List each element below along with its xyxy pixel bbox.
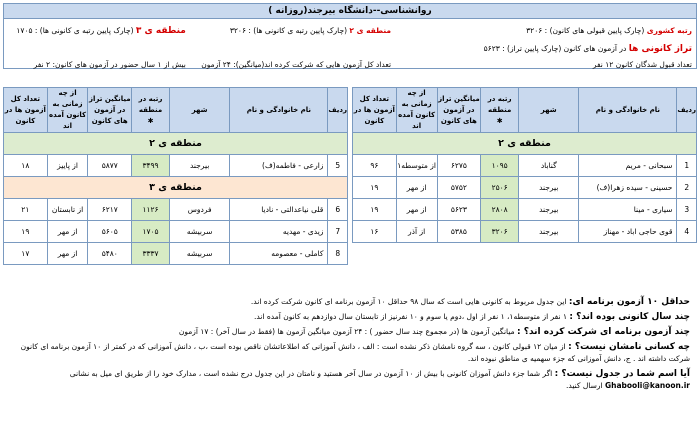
total: ۱۶ — [353, 221, 397, 243]
city: بیرجند — [169, 155, 229, 177]
table-row — [353, 155, 697, 177]
table-row — [4, 243, 348, 265]
table-row — [353, 177, 697, 199]
note-label: حداقل ۱۰ آزمون برنامه ای: — [568, 297, 690, 307]
total: ۱۹ — [353, 199, 397, 221]
header-row-ranks — [4, 25, 696, 37]
note-paragraph — [10, 341, 690, 365]
col-header-taraz: میانگین تراز در آزمون های کانون — [437, 88, 481, 133]
since: از آذر — [396, 221, 437, 243]
rank: ۳۲۰۶ — [481, 221, 519, 243]
note-paragraph — [10, 368, 690, 392]
table-row — [353, 221, 697, 243]
total: ۲۱ — [4, 199, 48, 221]
over-year-count: بیش از ۱ سال حضور در آزمون های کانون: ۲ نفر — [33, 60, 186, 69]
rank: ۳۴۹۹ — [132, 155, 170, 177]
rank: ۲۸۰۸ — [481, 199, 519, 221]
since: از مهر — [396, 199, 437, 221]
region-heading: منطقه ی ۲ — [353, 133, 697, 155]
total: ۱۹ — [4, 221, 48, 243]
table-row — [353, 199, 697, 221]
region3-label: منطقه ی ۳ — [135, 26, 186, 36]
region-heading-row — [4, 133, 348, 155]
city: فردوس — [169, 199, 229, 221]
col-header-rank-label: رتبه در منطقه — [487, 94, 512, 114]
rank: ۱۷۰۵ — [132, 221, 170, 243]
total: ۹۶ — [353, 155, 397, 177]
since: از مهر — [47, 243, 88, 265]
note-text: از میان ۱۲ قبولی کانون ، سه گروه نامشان ذکر نشده است : الف ، دانش آموزانی که اطلاعاتشان ناقص بوده است ،ب ، دانش آموزانی که در کمتر از ۱۰ آزمون برنامه ای کانون شرکت داشته اند . ج، دانش آموزانی که جزء سهمیه ی مناطق نبوده اند. — [20, 342, 690, 363]
student-name: زارعی - فاطمه(ف) — [230, 155, 328, 177]
table-row — [4, 199, 348, 221]
student-name: سیاری - مینا — [579, 199, 677, 221]
taraz: ۵۶۲۳ — [437, 199, 481, 221]
row-num: 3 — [677, 199, 697, 221]
note-text: ۱ نفر از متوسطه۱، ۱ نفر از اول ،دوم یا سوم و ۱۰ نفرنیز از تابستان سال دوازدهم به کانون آمده اند. — [253, 312, 570, 321]
col-header-total: تعداد کل آزمون ها در کانون — [4, 88, 48, 133]
city: بیرجند — [519, 221, 579, 243]
col-header-rank-label: رتبه در منطقه — [138, 94, 163, 114]
note-label: چند سال کانونی بوده اند؟ : — [569, 312, 690, 322]
page-title: روانشناسی--دانشگاه بیرجند(روزانه ) — [4, 4, 696, 19]
taraz: ۶۲۷۵ — [437, 155, 481, 177]
row-num: 2 — [677, 177, 697, 199]
header-row-counts — [4, 59, 696, 71]
row-num: 6 — [328, 199, 348, 221]
taraz: ۵۸۷۷ — [88, 155, 132, 177]
col-header-row-num: ردیف — [328, 88, 348, 133]
taraz — [391, 43, 692, 55]
rank-country — [391, 25, 692, 37]
since: از مهر — [396, 177, 437, 199]
avg-exams: تعداد کل آزمون هایی که شرکت کرده اند(میانگین): ۲۴ آزمون — [201, 60, 392, 69]
region-heading-row — [4, 177, 348, 199]
total: ۱۸ — [4, 155, 48, 177]
since: از پاییز — [47, 155, 88, 177]
city: سربیشه — [169, 221, 229, 243]
taraz: ۵۳۸۵ — [437, 221, 481, 243]
city: سربیشه — [169, 243, 229, 265]
rank: ۲۵۰۶ — [481, 177, 519, 199]
table-header-row — [353, 88, 697, 133]
region-heading-row — [353, 133, 697, 155]
student-name: قلی نیاعدالتی - نادیا — [230, 199, 328, 221]
col-header-total: تعداد کل آزمون ها در کانون — [353, 88, 397, 133]
rank: ۳۳۳۷ — [132, 243, 170, 265]
note-label: آیا اسم شما در جدول نیست؟ : — [554, 369, 690, 379]
rank: ۱۱۲۶ — [132, 199, 170, 221]
region-heading: منطقه ی ۳ — [4, 177, 348, 199]
col-header-city: شهر — [519, 88, 579, 133]
taraz: ۵۶۰۵ — [88, 221, 132, 243]
admitted-count: تعداد قبول شدگان کانون ۱۲ نفر — [592, 60, 692, 69]
table-header-row — [4, 88, 348, 133]
note-text: اگر شما جزء دانش آموزان کانونی با بیش از ۱۰ آزمون در سال آخر هستید و نامتان در این جدول درج نشده است ، مدارک خود را از طریق ای میل به نشانی — [69, 369, 555, 378]
city: گناباد — [519, 155, 579, 177]
region3-value: (چارک پایین رتبه ی کانونی ها) : ۱۷۰۵ — [16, 26, 134, 35]
region2-label: منطقه ی ۲ — [349, 26, 392, 35]
row-num: 8 — [328, 243, 348, 265]
total: ۱۹ — [353, 177, 397, 199]
col-header-name: نام خانوادگی و نام — [579, 88, 677, 133]
rank-country-value: (چارک پایین قبولی های کانون) : ۳۲۰۶ — [526, 26, 645, 35]
taraz-value: در آزمون های کانون (چارک پایین تراز) : ۵۶۲۳ — [483, 44, 627, 53]
col-header-since: از چه زمانی به کانون آمده اند — [47, 88, 88, 133]
since: از تابستان — [47, 199, 88, 221]
col-header-rank — [481, 88, 519, 133]
col-header-since: از چه زمانی به کانون آمده اند — [396, 88, 437, 133]
region-heading: منطقه ی ۲ — [4, 133, 348, 155]
region2-rank — [186, 25, 391, 37]
since: از متوسطه۱ — [396, 155, 437, 177]
right-results-table — [352, 87, 697, 243]
student-name: قوی حاجی اباد - مهناز — [579, 221, 677, 243]
col-header-name: نام خانوادگی و نام — [230, 88, 328, 133]
row-num: 1 — [677, 155, 697, 177]
taraz-label: تراز کانونی ها — [628, 44, 692, 54]
note-paragraph — [10, 296, 690, 308]
total: ۱۷ — [4, 243, 48, 265]
rank-country-label: رتبه کشوری — [646, 26, 692, 35]
note-paragraph — [10, 311, 690, 323]
email-suffix: ارسال کنید. — [566, 381, 603, 390]
student-name: سبحانی - مریم — [579, 155, 677, 177]
row-num: 7 — [328, 221, 348, 243]
note-text: این جدول مربوط به کانونی هایی است که سال ۹۸ حداقل ۱۰ آزمون برنامه ای کانون شرکت کرده اند. — [250, 297, 569, 306]
region3-rank — [8, 25, 186, 37]
since: از مهر — [47, 221, 88, 243]
taraz: ۶۲۱۷ — [88, 199, 132, 221]
student-name: حسینی - سیده زهرا(ف) — [579, 177, 677, 199]
col-header-rank — [132, 88, 170, 133]
note-paragraph — [10, 326, 690, 338]
note-label: چه کسانی نامشان نیست؟ : — [568, 342, 690, 352]
header-row-taraz — [4, 43, 696, 55]
city: بیرجند — [519, 177, 579, 199]
col-header-row-num: ردیف — [677, 88, 697, 133]
region2-value: (چارک پایین رتبه ی کانونی ها) : ۳۲۰۶ — [229, 26, 348, 35]
student-name: کاملی - معصومه — [230, 243, 328, 265]
note-label: چند آزمون برنامه ای شرکت کرده اند؟ : — [516, 327, 690, 337]
table-row — [4, 221, 348, 243]
rank: ۱۰۹۵ — [481, 155, 519, 177]
taraz: ۵۴۸۰ — [88, 243, 132, 265]
left-results-table — [3, 87, 348, 265]
col-header-city: شهر — [169, 88, 229, 133]
row-num: 5 — [328, 155, 348, 177]
taraz: ۵۷۵۲ — [437, 177, 481, 199]
notes-section — [10, 296, 690, 395]
star-icon: ✱ — [147, 116, 154, 125]
col-header-taraz: میانگین تراز در آزمون های کانون — [88, 88, 132, 133]
table-row — [4, 155, 348, 177]
email-link[interactable]: Ghabooli@kanoon.ir — [604, 381, 690, 390]
star-icon: ✱ — [496, 116, 503, 125]
summary-header — [3, 3, 697, 69]
student-name: زیدی - مهدیه — [230, 221, 328, 243]
note-text: میانگین آزمون ها (در مجموع چند سال حضور ) : ۲۴ آزمون میانگین آزمون ها (فقط در سال آخر) : ۱۷ آزمون — [178, 327, 517, 336]
city: بیرجند — [519, 199, 579, 221]
row-num: 4 — [677, 221, 697, 243]
